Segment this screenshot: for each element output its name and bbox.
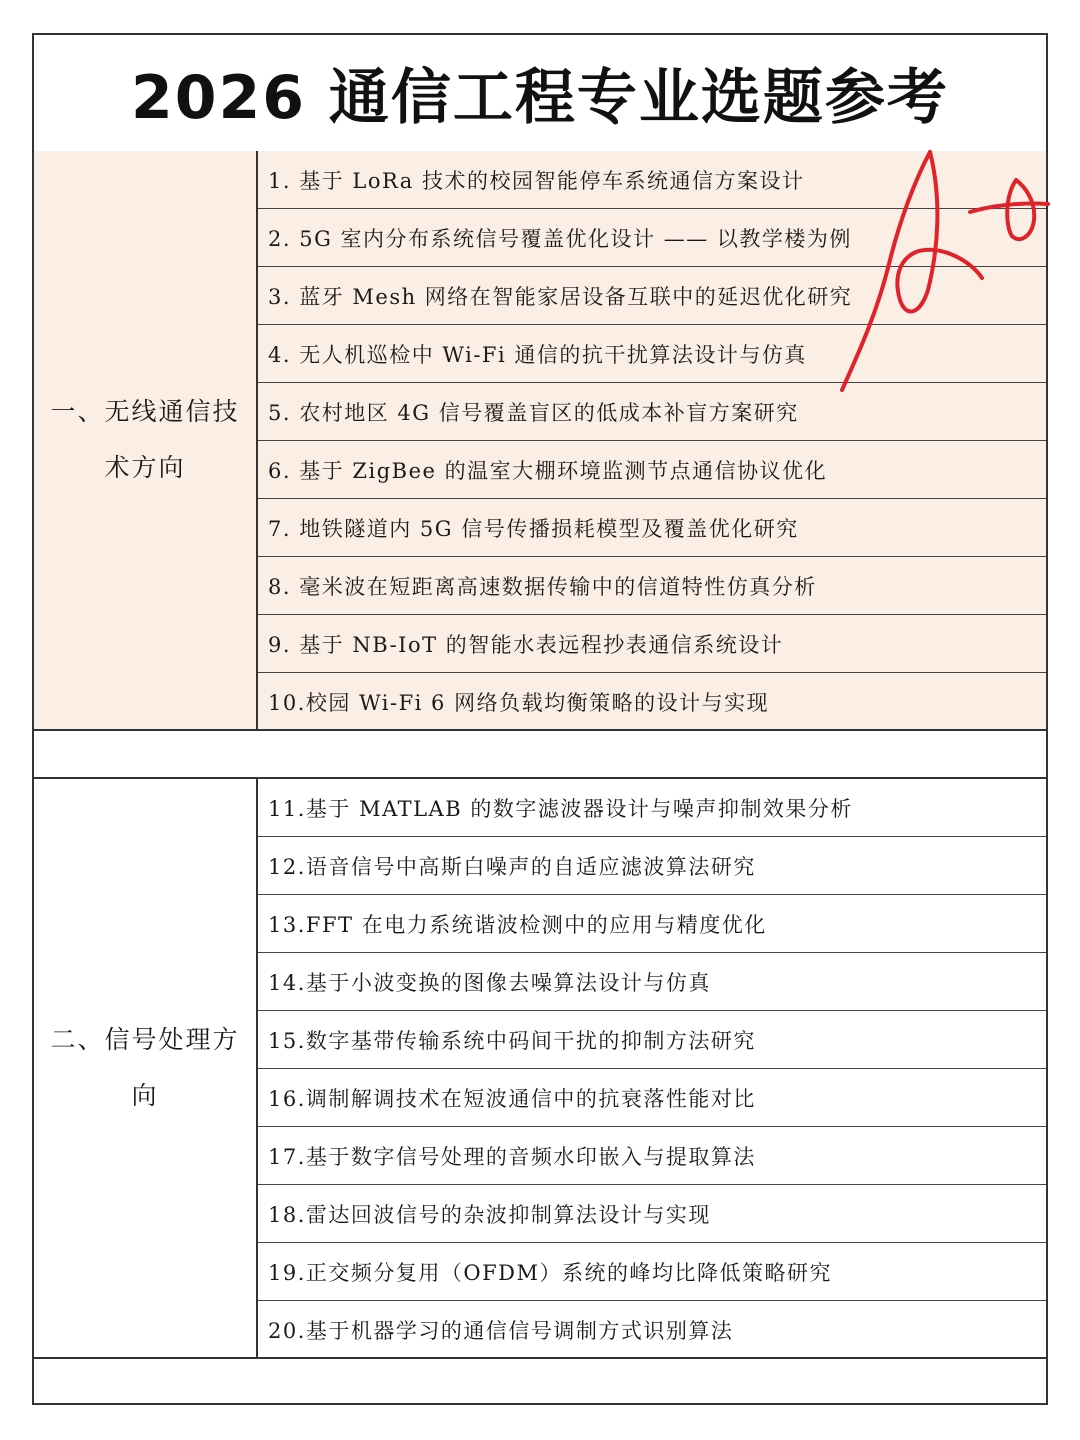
bottom-blank-row: [34, 1359, 1046, 1403]
topic-item: 12.语音信号中高斯白噪声的自适应滤波算法研究: [258, 837, 1046, 895]
category-label-wireless: [45, 384, 245, 496]
topic-item: 14.基于小波变换的图像去噪算法设计与仿真: [258, 953, 1046, 1011]
topic-sheet: [32, 33, 1048, 1405]
topic-item: 8. 毫米波在短距离高速数据传输中的信道特性仿真分析: [258, 557, 1046, 615]
category-cell-wireless: [34, 151, 258, 729]
category-line2: 术方向: [104, 453, 186, 482]
topic-item: 20.基于机器学习的通信信号调制方式识别算法: [268, 1319, 734, 1343]
topic-item: 5. 农村地区 4G 信号覆盖盲区的低成本补盲方案研究: [258, 383, 1046, 441]
category-line2: 向: [131, 1081, 159, 1110]
topic-item: 3. 蓝牙 Mesh 网络在智能家居设备互联中的延迟优化研究: [258, 267, 1046, 325]
topic-item: 13.FFT 在电力系统谐波检测中的应用与精度优化: [258, 895, 1046, 953]
topic-item: 9. 基于 NB-IoT 的智能水表远程抄表通信系统设计: [258, 615, 1046, 673]
category-line1: 二、信号处理方: [50, 1025, 240, 1054]
topic-item: 4. 无人机巡检中 Wi-Fi 通信的抗干扰算法设计与仿真: [258, 325, 1046, 383]
category-line1: 一、无线通信技: [50, 397, 240, 426]
blank-row: [34, 731, 1046, 779]
topic-item: 1. 基于 LoRa 技术的校园智能停车系统通信方案设计: [258, 151, 1046, 209]
section-signal-processing: [34, 779, 1046, 1359]
page-title: 2026 通信工程专业选题参考: [131, 63, 949, 133]
topic-item: 10.校园 Wi-Fi 6 网络负载均衡策略的设计与实现: [268, 691, 770, 715]
topic-item: 15.数字基带传输系统中码间干扰的抑制方法研究: [258, 1011, 1046, 1069]
topic-item: 17.基于数字信号处理的音频水印嵌入与提取算法: [258, 1127, 1046, 1185]
topic-item: 7. 地铁隧道内 5G 信号传播损耗模型及覆盖优化研究: [258, 499, 1046, 557]
section-wireless: [34, 151, 1046, 731]
category-cell-signal: [34, 779, 258, 1357]
topic-item: 16.调制解调技术在短波通信中的抗衰落性能对比: [258, 1069, 1046, 1127]
topic-list-wireless: [258, 151, 1046, 729]
topic-item: 18.雷达回波信号的杂波抑制算法设计与实现: [258, 1185, 1046, 1243]
topic-item: 2. 5G 室内分布系统信号覆盖优化设计 —— 以教学楼为例: [258, 209, 1046, 267]
title-row: [34, 35, 1046, 153]
topic-item: 19.正交频分复用（OFDM）系统的峰均比降低策略研究: [258, 1243, 1046, 1301]
category-label-signal: [45, 1012, 245, 1124]
topic-item: 11.基于 MATLAB 的数字滤波器设计与噪声抑制效果分析: [258, 779, 1046, 837]
topic-list-signal: [258, 779, 1046, 1357]
topic-item: 6. 基于 ZigBee 的温室大棚环境监测节点通信协议优化: [258, 441, 1046, 499]
